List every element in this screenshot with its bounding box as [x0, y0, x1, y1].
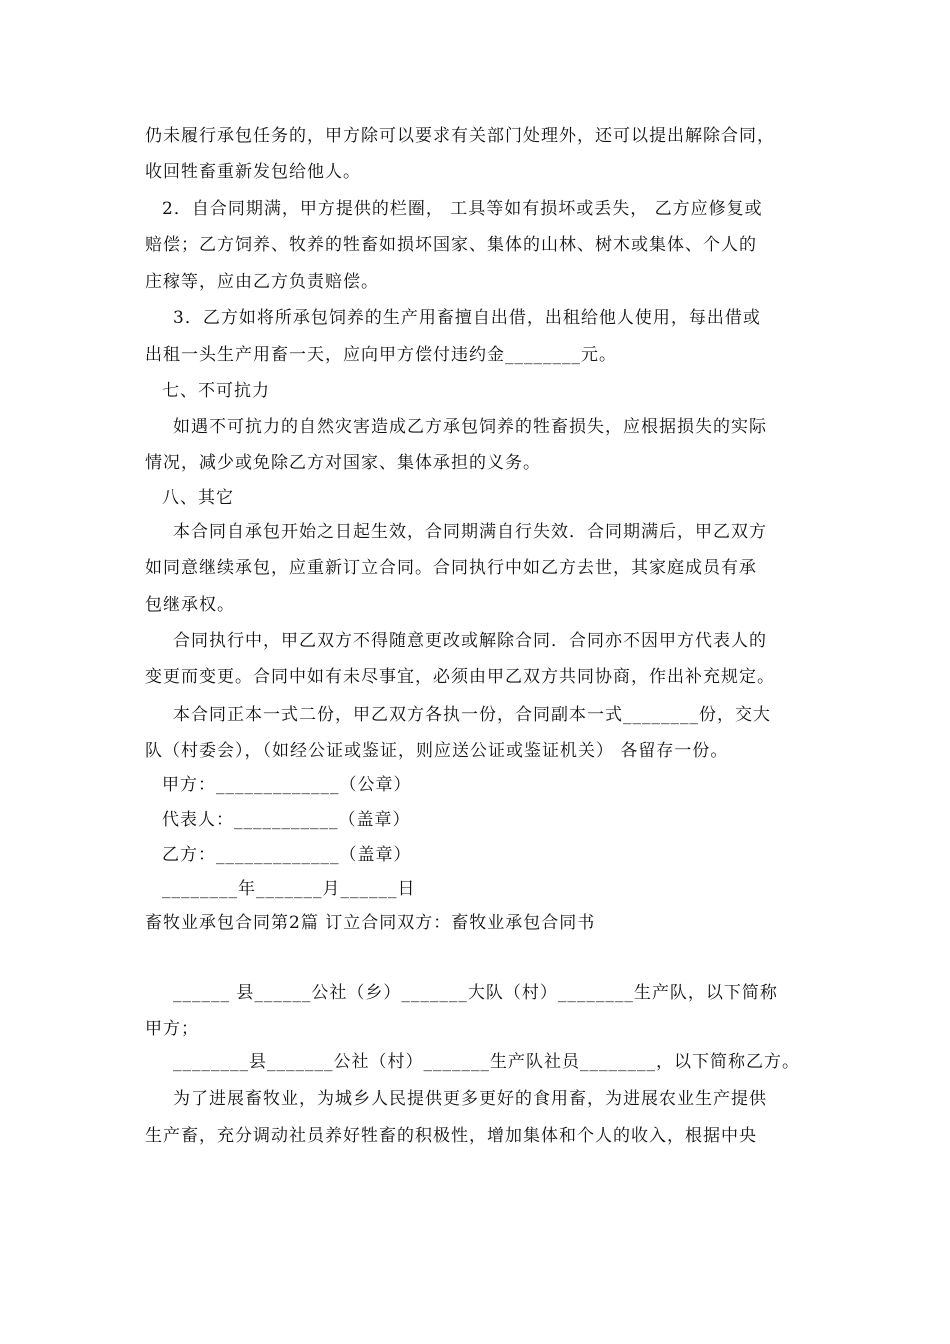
paragraph-line: 队（村委会），（如经公证或鉴证，则应送公证或鉴证机关） 各留存一份。	[145, 741, 729, 761]
clause-3-line: 3．乙方如将所承包饲养的生产用畜擅自出借，出租给他人使用，每出借或	[173, 308, 761, 328]
paragraph-line: 出租一头生产用畜一天，应向甲方偿付违约金________元。	[145, 345, 617, 365]
paragraph-line: ______ 县______公社（乡）_______大队（村）________生产队，以下简称	[173, 983, 778, 1003]
paragraph-line: 本合同自承包开始之日起生效，合同期满自行失效．合同期满后，甲乙双方	[173, 522, 767, 542]
section-heading-force-majeure: 七、不可抗力	[162, 381, 270, 401]
clause-2-line: 2．自合同期满，甲方提供的栏圈， 工具等如有损坏或丢失， 乙方应修复或	[162, 199, 763, 219]
signature-representative: 代表人：___________（盖章）	[162, 810, 411, 830]
paragraph-line: 收回牲畜重新发包给他人。	[145, 162, 361, 182]
paragraph-line: 如遇不可抗力的自然灾害造成乙方承包饲养的牲畜损失，应根据损失的实际	[173, 417, 767, 437]
paragraph-line: 如同意继续承包，应重新订立合同。合同执行中如乙方去世，其家庭成员有承	[145, 558, 757, 578]
paragraph-line: 赔偿；乙方饲养、牧养的牲畜如损坏国家、集体的山林、树木或集体、个人的	[145, 235, 757, 255]
paragraph-line: 情况，减少或免除乙方对国家、集体承担的义务。	[145, 453, 541, 473]
section-heading-other: 八、其它	[162, 488, 234, 508]
paragraph-line: 庄稼等，应由乙方负责赔偿。	[145, 272, 379, 292]
paragraph-line: ________县_______公社（村）_______生产队社员________，以下简称乙方。	[173, 1052, 800, 1072]
signature-party-b: 乙方：_____________（盖章）	[162, 845, 412, 865]
paragraph-line: 本合同正本一式二份，甲乙双方各执一份，合同副本一式________份，交大	[173, 705, 771, 725]
paragraph-line: 生产畜，充分调动社员养好牲畜的积极性，增加集体和个人的收入，根据中央	[145, 1126, 757, 1146]
paragraph-line: 甲方；	[145, 1019, 199, 1039]
paragraph-line: 合同执行中，甲乙双方不得随意更改或解除合同．合同亦不因甲方代表人的	[173, 631, 767, 651]
paragraph-line: 变更而变更。合同中如有未尽事宜，必须由甲乙双方共同协商，作出补充规定。	[145, 667, 775, 687]
paragraph-line: 为了进展畜牧业，为城乡人民提供更多更好的食用畜，为进展农业生产提供	[173, 1089, 767, 1109]
contract-2-title: 畜牧业承包合同第2篇 订立合同双方：畜牧业承包合同书	[145, 913, 596, 933]
paragraph-line: 仍未履行承包任务的，甲方除可以要求有关部门处理外，还可以提出解除合同，	[145, 126, 775, 146]
paragraph-line: 包继承权。	[145, 595, 235, 615]
signature-party-a: 甲方：_____________（公章）	[162, 775, 412, 795]
signature-date: ________年_______月______日	[162, 879, 416, 899]
